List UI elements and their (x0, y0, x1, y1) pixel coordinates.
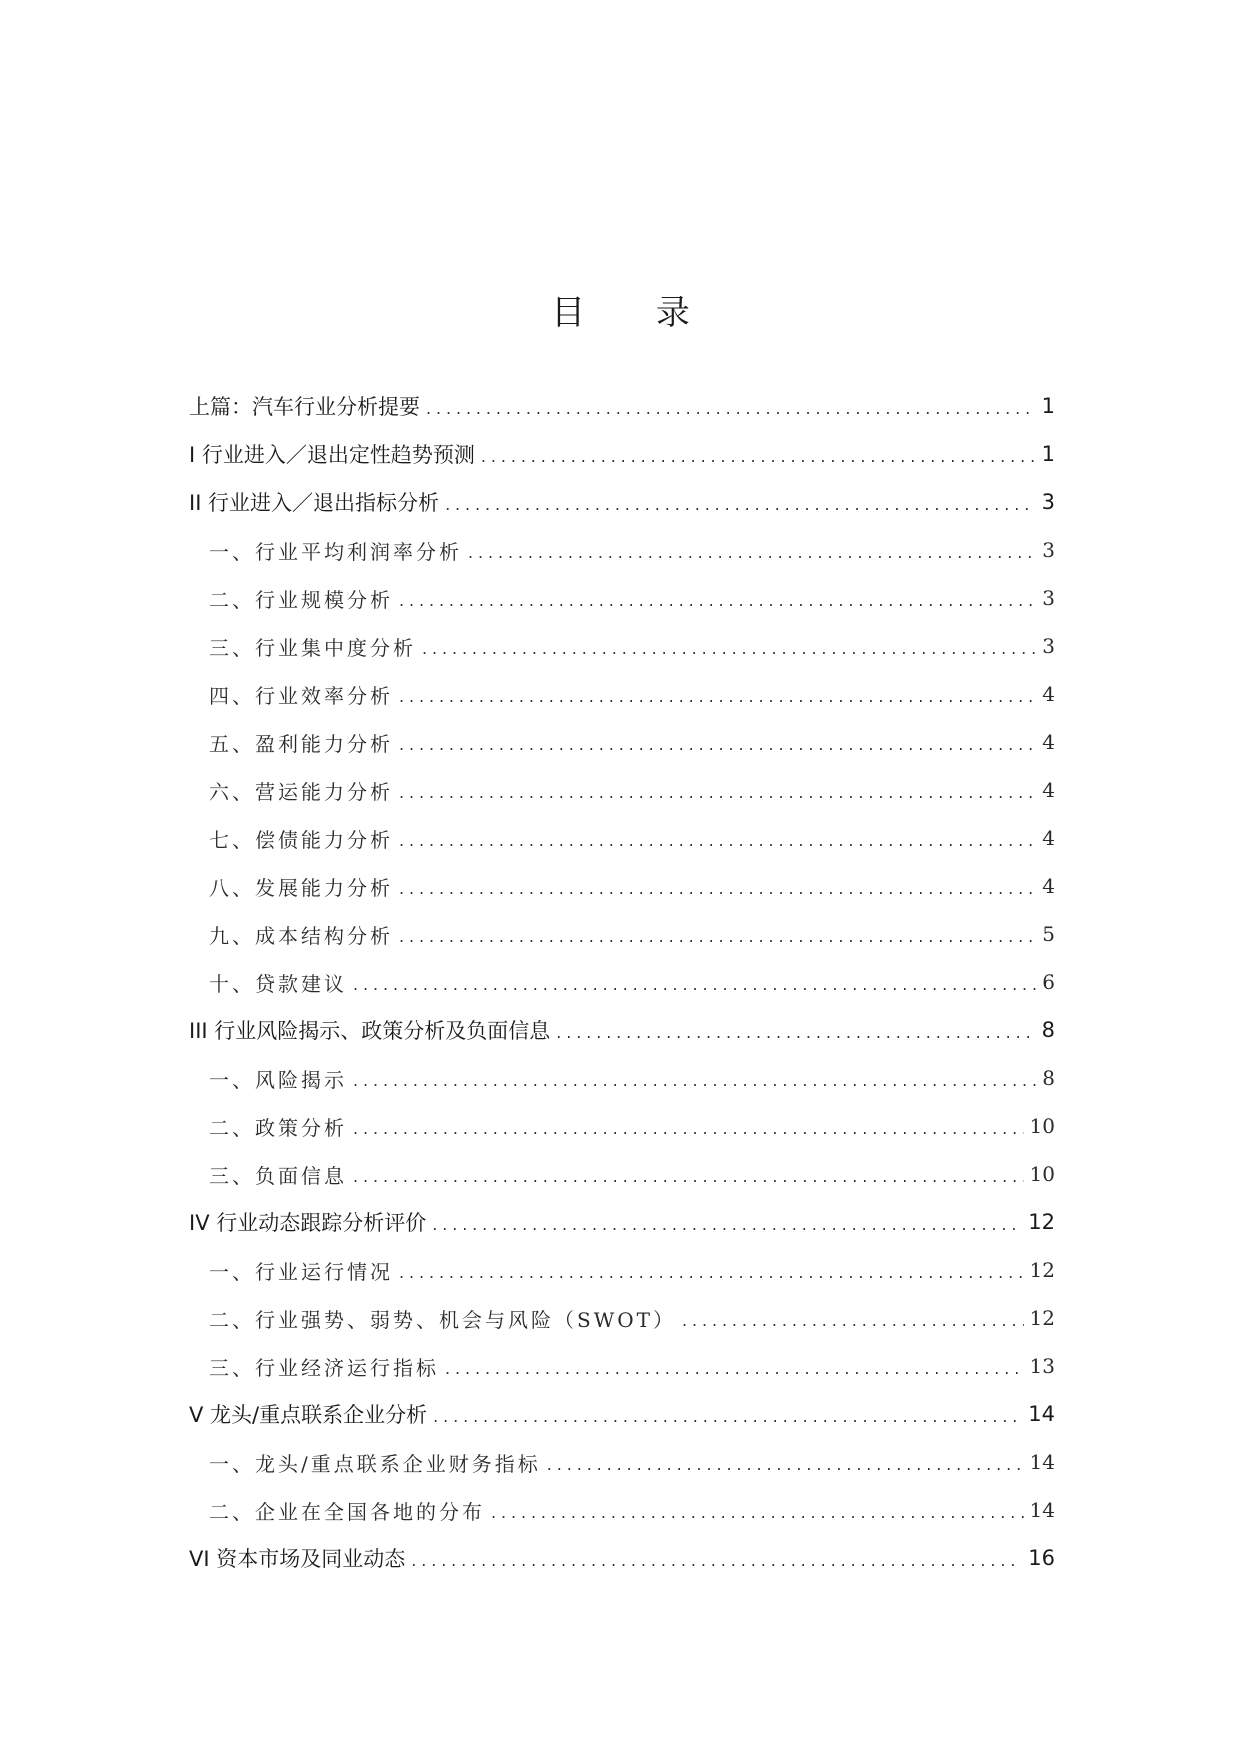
toc-entry-page: 3 (1042, 634, 1055, 658)
toc-dot-leader (468, 545, 1036, 561)
toc-dot-leader (353, 1121, 1024, 1137)
toc-dot-leader (353, 1169, 1024, 1185)
toc-entry-label: 二、企业在全国各地的分布 (209, 1499, 485, 1524)
toc-dot-leader (353, 1073, 1036, 1089)
toc-subentry[interactable] (189, 574, 1055, 622)
toc-entry-label: 三、行业集中度分析 (209, 635, 416, 660)
toc-dot-leader (481, 449, 1036, 465)
toc-entry-page: 4 (1042, 826, 1055, 850)
toc-entry[interactable] (189, 1006, 1055, 1054)
toc-entry-page: 3 (1041, 490, 1055, 514)
toc-entry[interactable] (189, 382, 1055, 430)
toc-entry-label: 四、行业效率分析 (209, 683, 393, 708)
toc-entry-page: 4 (1042, 874, 1055, 898)
toc-entry-label: 二、行业规模分析 (209, 587, 393, 612)
toc-entry-page: 12 (1029, 1306, 1055, 1330)
toc-entry[interactable] (189, 1534, 1055, 1582)
toc-entry-page: 14 (1028, 1402, 1055, 1426)
toc-dot-leader (399, 737, 1036, 753)
toc-entry-page: 13 (1029, 1354, 1055, 1378)
toc-dot-leader (399, 593, 1036, 609)
toc-subentry[interactable] (189, 1438, 1055, 1486)
toc-entry-page: 4 (1042, 730, 1055, 754)
toc-dot-leader (399, 929, 1036, 945)
toc-dot-leader (399, 1265, 1024, 1281)
toc-dot-leader (426, 401, 1036, 417)
toc-dot-leader (399, 833, 1036, 849)
toc-entry-label: 一、风险揭示 (209, 1067, 347, 1092)
toc-dot-leader (445, 1361, 1024, 1377)
toc-entry[interactable] (189, 1390, 1055, 1438)
toc-entry-label: 二、行业强势、弱势、机会与风险（SWOT） (209, 1307, 676, 1332)
toc-dot-leader (547, 1457, 1024, 1473)
toc-dot-leader (432, 1217, 1022, 1233)
toc-entry-label: 九、成本结构分析 (209, 923, 393, 948)
toc-entry-page: 3 (1042, 586, 1055, 610)
toc-subentry[interactable] (189, 670, 1055, 718)
toc-entry-label: 三、负面信息 (209, 1163, 347, 1188)
toc-entry-page: 12 (1028, 1210, 1055, 1234)
toc-entry-page: 8 (1041, 1018, 1055, 1042)
toc-subentry[interactable] (189, 526, 1055, 574)
toc-entry[interactable] (189, 478, 1055, 526)
toc-entry-page: 10 (1029, 1114, 1055, 1138)
toc-entry-label: 八、发展能力分析 (209, 875, 393, 900)
toc-dot-leader (399, 881, 1036, 897)
toc-entry-label: III 行业风险揭示、政策分析及负面信息 (189, 1019, 551, 1043)
toc-subentry[interactable] (189, 1150, 1055, 1198)
toc-dot-leader (491, 1505, 1024, 1521)
toc-subentry[interactable] (189, 910, 1055, 958)
toc-entry-page: 14 (1029, 1498, 1055, 1522)
toc-entry-label: VI 资本市场及同业动态 (189, 1547, 406, 1571)
toc-entry-page: 8 (1042, 1066, 1055, 1090)
toc-entry-label: 五、盈利能力分析 (209, 731, 393, 756)
toc-dot-leader (556, 1025, 1035, 1041)
toc-entry[interactable] (189, 1198, 1055, 1246)
toc-entry-label: I 行业进入／退出定性趋势预测 (189, 443, 475, 467)
toc-entry[interactable] (189, 430, 1055, 478)
toc-subentry[interactable] (189, 814, 1055, 862)
toc-title: 目 录 (551, 293, 720, 333)
toc-subentry[interactable] (189, 1246, 1055, 1294)
toc-entry-page: 5 (1042, 922, 1055, 946)
toc-dot-leader (422, 641, 1036, 657)
toc-entry-label: IV 行业动态跟踪分析评价 (189, 1211, 427, 1235)
toc-entry-page: 1 (1041, 442, 1055, 466)
toc-entry-label: 十、贷款建议 (209, 971, 347, 996)
toc-dot-leader (445, 497, 1036, 513)
toc-entry-label: 二、政策分析 (209, 1115, 347, 1140)
toc-subentry[interactable] (189, 1294, 1055, 1342)
toc-subentry[interactable] (189, 862, 1055, 910)
toc-entry-page: 16 (1028, 1546, 1055, 1570)
toc-list (189, 382, 1055, 1582)
toc-entry-label: 七、偿债能力分析 (209, 827, 393, 852)
toc-dot-leader (411, 1553, 1022, 1569)
toc-dot-leader (682, 1313, 1024, 1329)
toc-subentry[interactable] (189, 622, 1055, 670)
toc-dot-leader (399, 689, 1036, 705)
toc-entry-page: 14 (1029, 1450, 1055, 1474)
toc-dot-leader (353, 977, 1036, 993)
toc-entry-page: 4 (1042, 682, 1055, 706)
toc-entry-page: 1 (1041, 394, 1055, 418)
toc-dot-leader (433, 1409, 1022, 1425)
toc-entry-label: 三、行业经济运行指标 (209, 1355, 439, 1380)
toc-entry-page: 3 (1042, 538, 1055, 562)
toc-entry-label: 上篇：汽车行业分析提要 (189, 395, 420, 419)
toc-entry-label: V 龙头/重点联系企业分析 (189, 1403, 428, 1427)
toc-entry-label: 一、行业运行情况 (209, 1259, 393, 1284)
toc-subentry[interactable] (189, 718, 1055, 766)
toc-subentry[interactable] (189, 1342, 1055, 1390)
toc-subentry[interactable] (189, 1486, 1055, 1534)
toc-entry-label: 六、营运能力分析 (209, 779, 393, 804)
toc-subentry[interactable] (189, 958, 1055, 1006)
toc-dot-leader (399, 785, 1036, 801)
toc-entry-page: 12 (1029, 1258, 1055, 1282)
toc-entry-page: 10 (1029, 1162, 1055, 1186)
toc-subentry[interactable] (189, 766, 1055, 814)
toc-entry-page: 4 (1042, 778, 1055, 802)
toc-subentry[interactable] (189, 1054, 1055, 1102)
toc-subentry[interactable] (189, 1102, 1055, 1150)
toc-entry-label: 一、行业平均利润率分析 (209, 539, 462, 564)
toc-entry-label: II 行业进入／退出指标分析 (189, 491, 440, 515)
toc-entry-label: 一、龙头/重点联系企业财务指标 (209, 1451, 541, 1476)
toc-entry-page: 6 (1042, 970, 1055, 994)
